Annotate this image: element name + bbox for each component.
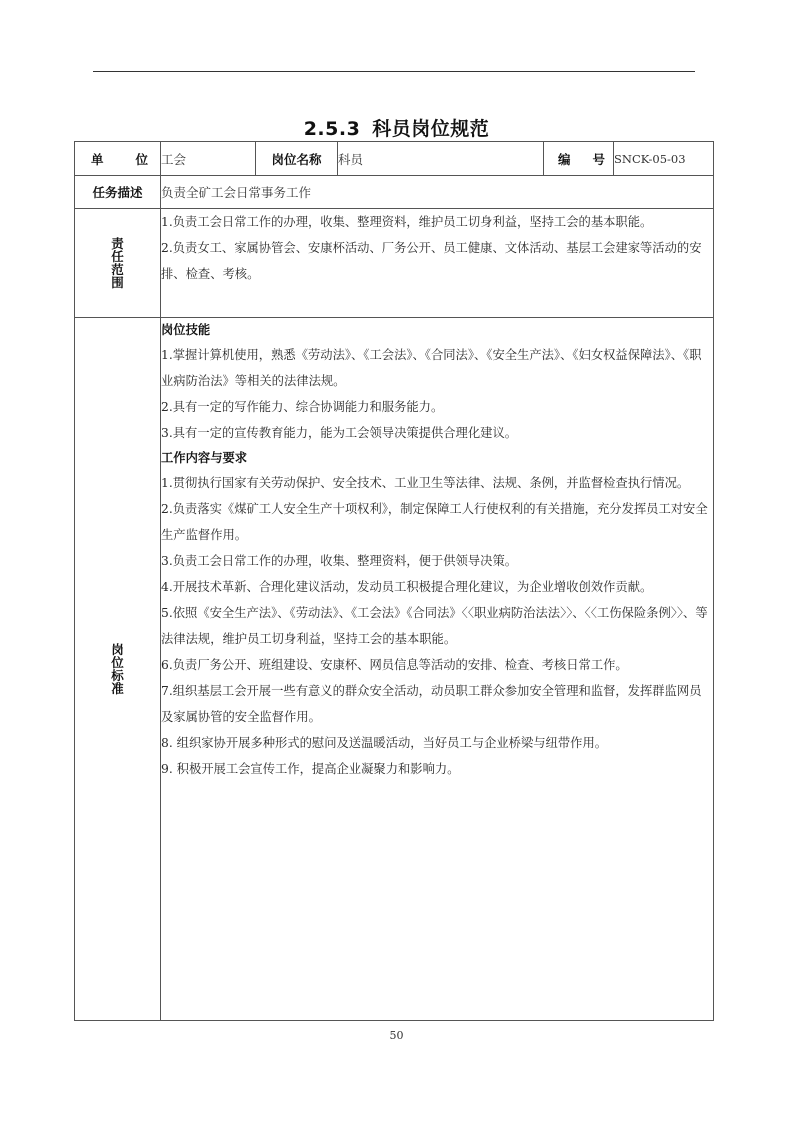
- unit-label-cell: [75, 142, 161, 176]
- code-label-char: 号: [592, 151, 605, 167]
- code-label-char: 编: [558, 151, 571, 167]
- responsibility-row: [75, 209, 714, 318]
- work-item: 1.贯彻执行国家有关劳动保护、安全技术、工业卫生等法律、法规、条例，并监督检查执行情况。: [161, 476, 690, 490]
- work-item: 2.负责落实《煤矿工人安全生产十项权利》，制定保障工人行使权利的有关措施，充分发挥员工对安全生产监督作用。: [161, 502, 708, 542]
- work-item: 9. 积极开展工会宣传工作，提高企业凝聚力和影响力。: [161, 762, 460, 776]
- skills-heading: 岗位技能: [161, 323, 211, 337]
- responsibility-label: [75, 209, 161, 318]
- label-char: 准: [111, 681, 124, 696]
- label-char: 责: [111, 236, 124, 251]
- section-number: 2.5.3: [303, 118, 361, 140]
- work-item: 6.负责厂务公开、班组建设、安康杯、网员信息等活动的安排、检查、考核日常工作。: [161, 658, 628, 672]
- responsibility-item: 1.负责工会日常工作的办理，收集、整理资料，维护员工切身利益，坚持工会的基本职能。: [161, 215, 653, 229]
- work-item: 4.开展技术革新、合理化建议活动，发动员工积极提合理化建议，为企业增收创效作贡献。: [161, 580, 653, 594]
- work-heading: 工作内容与要求: [161, 451, 248, 465]
- label-char: 标: [111, 668, 124, 683]
- label-char: 任: [111, 249, 124, 264]
- skill-item: 1.掌握计算机使用，熟悉《劳动法》、《工会法》、《合同法》、《安全生产法》、《妇女权益保障法》、《职业病防治法》等相关的法律法规。: [161, 348, 702, 388]
- standard-content: [161, 318, 714, 1021]
- work-item: 3.负责工会日常工作的办理，收集、整理资料，便于供领导决策。: [161, 554, 518, 568]
- section-title: 科员岗位规范: [372, 118, 490, 140]
- code-value: SNCK-05-03: [614, 142, 714, 176]
- work-item: 5.依照《安全生产法》、《劳动法》、《工会法》《合同法》〈〈职业病防治法法〉〉、〈〈工伤保险条例〉〉、等法律法规，维护员工切身利益，坚持工会的基本职能。: [161, 606, 708, 646]
- page-title: [0, 114, 793, 141]
- responsibility-item: 2.负责女工、家属协管会、安康杯活动、厂务公开、员工健康、文体活动、基层工会建家等活动的安排、检查、考核。: [161, 241, 702, 281]
- label-char: 范: [111, 262, 124, 277]
- work-item: 8. 组织家协开展多种形式的慰问及送温暖活动，当好员工与企业桥梁与纽带作用。: [161, 736, 608, 750]
- unit-label-char: 位: [135, 151, 148, 167]
- skill-item: 2.具有一定的写作能力、综合协调能力和服务能力。: [161, 400, 444, 414]
- unit-value: 工会: [161, 142, 256, 176]
- work-item: 7.组织基层工会开展一些有意义的群众安全活动，动员职工群众参加安全管理和监督，发挥群监网员及家属协管的安全监督作用。: [161, 684, 702, 724]
- header-row: [75, 142, 714, 176]
- task-value: 负责全矿工会日常事务工作: [161, 176, 714, 209]
- page-number: 50: [389, 1029, 404, 1042]
- label-char: 位: [111, 655, 124, 670]
- unit-label-char: 单: [91, 151, 104, 167]
- code-label-cell: [544, 142, 614, 176]
- label-char: 岗: [111, 642, 124, 657]
- responsibility-content: [161, 209, 714, 318]
- position-value: 科员: [338, 142, 544, 176]
- skill-item: 3.具有一定的宣传教育能力，能为工会领导决策提供合理化建议。: [161, 426, 518, 440]
- job-spec-table: [74, 141, 714, 1021]
- standard-row: [75, 318, 714, 1021]
- label-char: 围: [111, 275, 124, 290]
- task-label: 任务描述: [75, 176, 161, 209]
- standard-label: [75, 318, 161, 1021]
- page-header-rule: [93, 71, 695, 72]
- task-row: [75, 176, 714, 209]
- position-label: 岗位名称: [256, 142, 338, 176]
